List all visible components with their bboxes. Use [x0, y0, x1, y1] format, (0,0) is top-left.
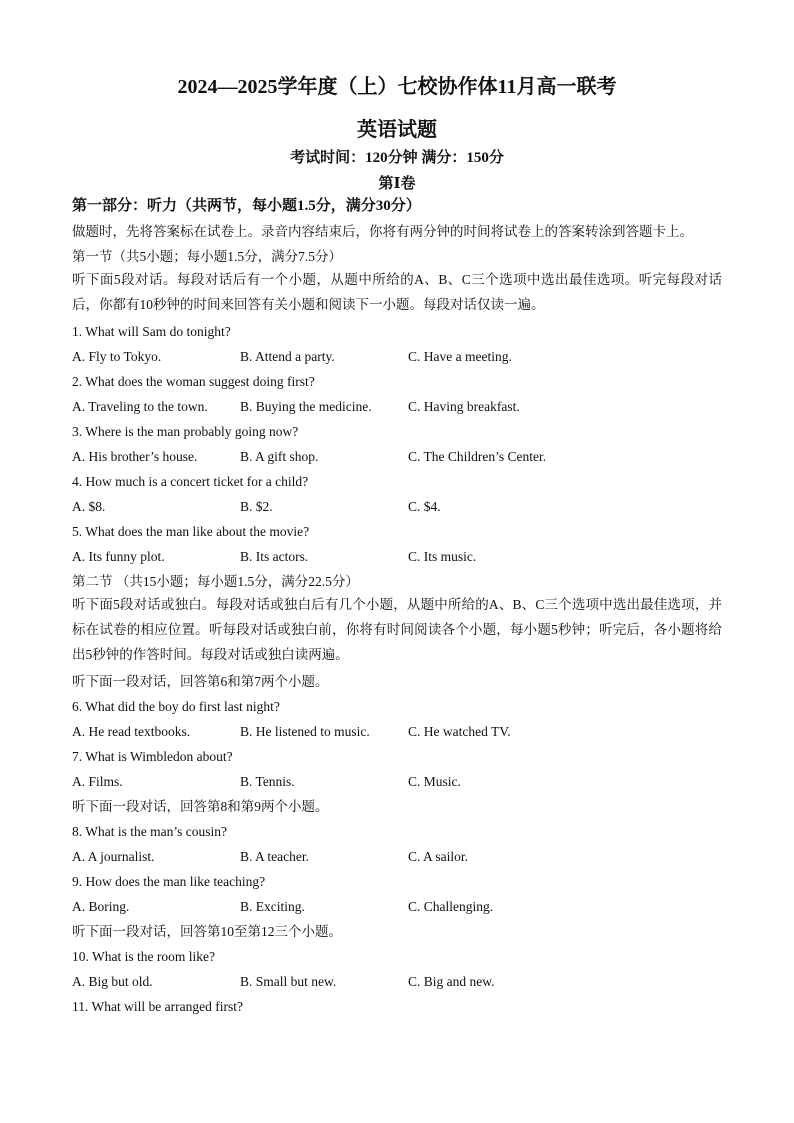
section1-instructions: 听下面5段对话。每段对话后有一个小题，从题中所给的A、B、C三个选项中选出最佳选项。听完每段对话后，你都有10秒钟的时间来回答有关小题和阅读下一小题。每段对话仅读一遍。	[72, 272, 722, 312]
option-b: B. A teacher.	[240, 849, 309, 864]
option-a: A. Fly to Tokyo.	[72, 349, 162, 364]
option-a: A. He read textbooks.	[72, 724, 191, 739]
options-9	[72, 898, 722, 916]
option-c: C. Challenging.	[408, 899, 494, 914]
option-c: C. Have a meeting.	[408, 349, 512, 364]
option-c: C. Its music.	[408, 549, 477, 564]
volume-label: 第Ⅰ卷	[378, 176, 416, 192]
option-c: C. Big and new.	[408, 974, 495, 989]
question-5: 5. What does the man like about the movie?	[72, 524, 310, 539]
options-7	[72, 773, 722, 791]
part1-intro: 做题时，先将答案标在试卷上。录音内容结束后，你将有两分钟的时间将试卷上的答案转涂到答题卡上。	[72, 224, 693, 239]
option-b: B. Small but new.	[240, 974, 337, 989]
section2-instructions: 听下面5段对话或独白。每段对话或独白后有几个小题，从题中所给的A、B、C三个选项中选出最佳选项，并标在试卷的相应位置。听每段对话或独白前，你将有时间阅读各个小题，每小题5秒钟；听完后，各小题将给出5秒钟的作答时间。每段对话或独白读两遍。	[72, 597, 722, 662]
options-4	[72, 498, 722, 516]
question-3: 3. Where is the man probably going now?	[72, 424, 299, 439]
option-b: B. He listened to music.	[240, 724, 370, 739]
part1-heading: 第一部分：听力（共两节，每小题1.5分，满分30分）	[72, 198, 421, 214]
options-2	[72, 398, 722, 416]
exam-title: 2024—2025学年度（上）七校协作体11月高一联考	[177, 76, 617, 98]
option-a: A. Its funny plot.	[72, 549, 165, 564]
question-1: 1. What will Sam do tonight?	[72, 324, 231, 339]
option-b: B. Tennis.	[240, 774, 295, 789]
option-b: B. Attend a party.	[240, 349, 335, 364]
option-a: A. Traveling to the town.	[72, 399, 208, 414]
option-c: C. A sailor.	[408, 849, 469, 864]
option-c: C. Music.	[408, 774, 461, 789]
option-c: C. The Children’s Center.	[408, 449, 547, 464]
subject-title: 英语试题	[357, 119, 437, 141]
options-6	[72, 723, 722, 741]
section2-note-10-12: 听下面一段对话，回答第10至第12三个小题。	[72, 924, 342, 939]
option-a: A. Boring.	[72, 899, 130, 914]
options-8	[72, 848, 722, 866]
options-5	[72, 548, 722, 566]
option-c: C. $4.	[408, 499, 441, 514]
option-c: C. He watched TV.	[408, 724, 511, 739]
section2-note-8-9: 听下面一段对话，回答第8和第9两个小题。	[72, 799, 329, 814]
option-b: B. Exciting.	[240, 899, 305, 914]
question-7: 7. What is Wimbledon about?	[72, 749, 233, 764]
option-a: A. His brother’s house.	[72, 449, 198, 464]
section1-heading: 第一节（共5小题；每小题1.5分，满分7.5分）	[72, 249, 342, 264]
option-c: C. Having breakfast.	[408, 399, 520, 414]
question-2: 2. What does the woman suggest doing first?	[72, 374, 315, 389]
option-a: A. Films.	[72, 774, 123, 789]
exam-info: 考试时间：120分钟 满分：150分	[290, 150, 504, 166]
question-8: 8. What is the man’s cousin?	[72, 824, 227, 839]
section2-heading: 第二节 （共15小题；每小题1.5分，满分22.5分）	[72, 574, 359, 589]
option-b: B. Buying the medicine.	[240, 399, 372, 414]
option-b: B. $2.	[240, 499, 273, 514]
question-10: 10. What is the room like?	[72, 949, 215, 964]
question-11: 11. What will be arranged first?	[72, 999, 243, 1014]
option-a: A. $8.	[72, 499, 106, 514]
question-9: 9. How does the man like teaching?	[72, 874, 266, 889]
section2-note-6-7: 听下面一段对话，回答第6和第7两个小题。	[72, 674, 329, 689]
options-1	[72, 348, 722, 366]
option-b: B. A gift shop.	[240, 449, 319, 464]
options-3	[72, 448, 722, 466]
option-a: A. Big but old.	[72, 974, 153, 989]
option-a: A. A journalist.	[72, 849, 155, 864]
options-10	[72, 973, 722, 991]
option-b: B. Its actors.	[240, 549, 309, 564]
question-4: 4. How much is a concert ticket for a child?	[72, 474, 309, 489]
question-6: 6. What did the boy do first last night?	[72, 699, 280, 714]
